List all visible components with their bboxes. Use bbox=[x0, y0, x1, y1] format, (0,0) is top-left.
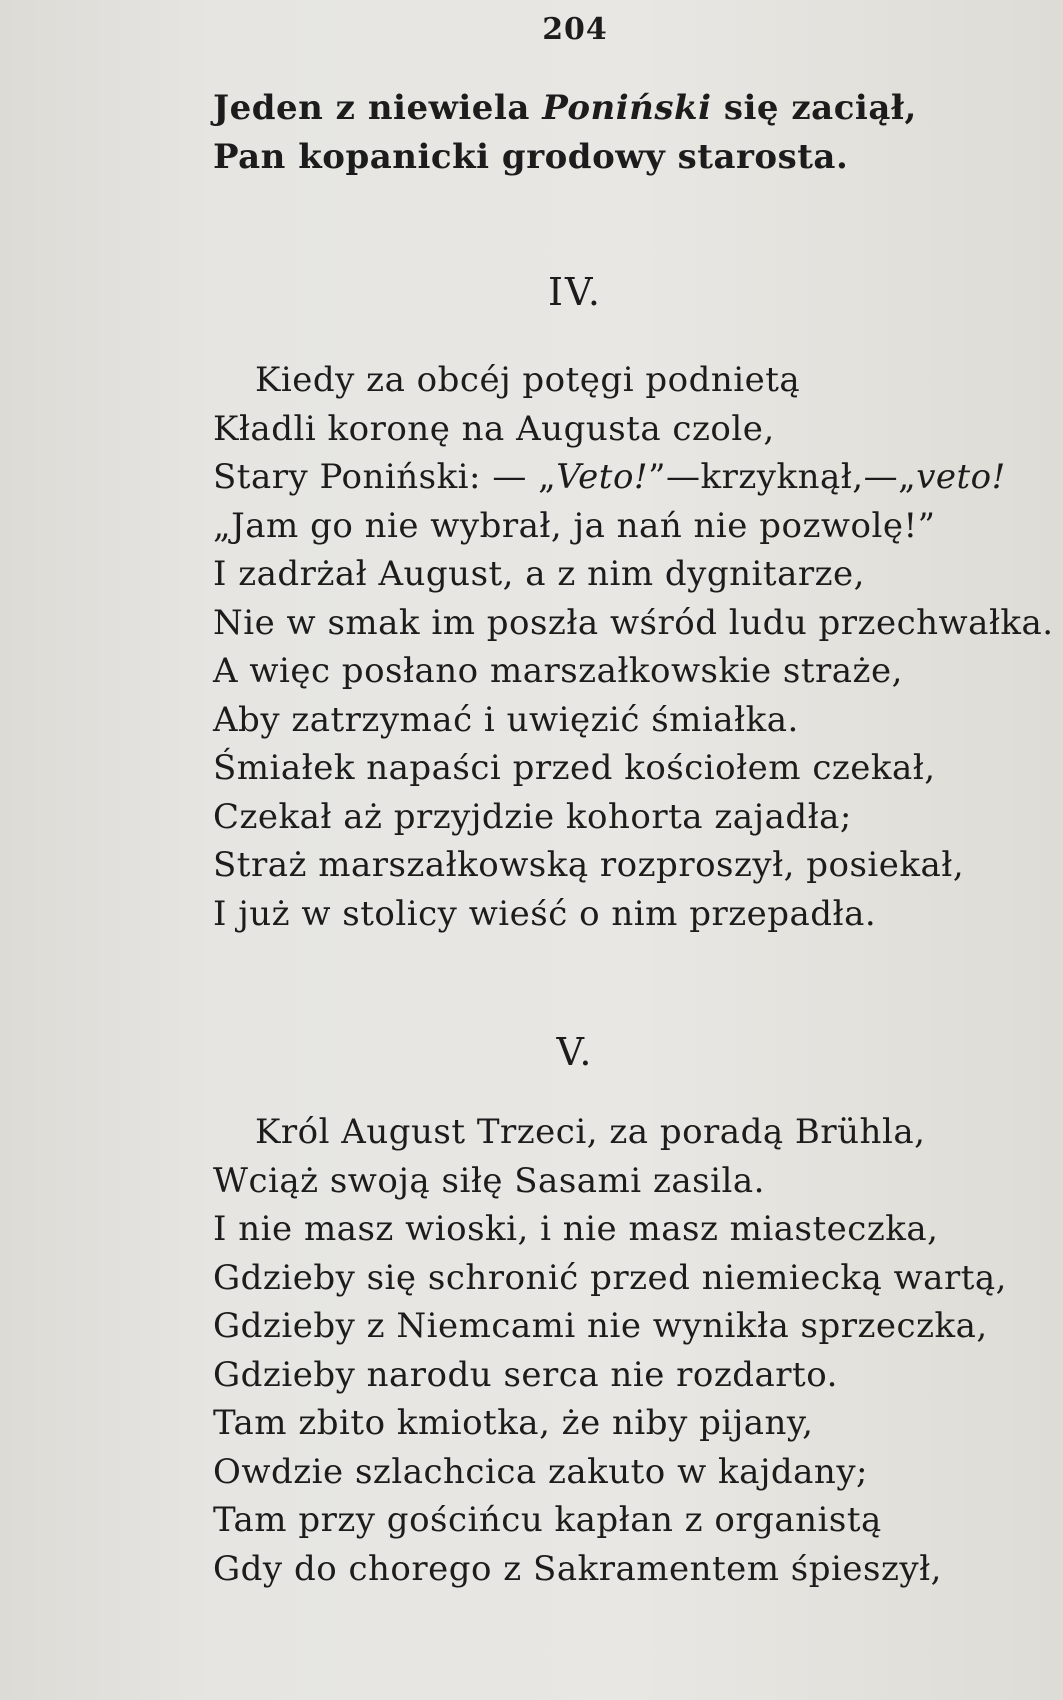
verse-line: Tam zbito kmiotka, że niby pijany, bbox=[213, 1403, 814, 1443]
verse-line: Straż marszałkowską rozproszył, posiekał, bbox=[213, 845, 965, 885]
verse-line: I nie masz wioski, i nie masz miasteczka, bbox=[213, 1209, 939, 1249]
verse-line: Nie w smak im poszła wśród ludu przechwałka. bbox=[213, 602, 1054, 643]
stanza-intro bbox=[213, 84, 917, 181]
verse-line: I już w stolicy wieść o nim przepadła. bbox=[213, 893, 877, 934]
verse-line: A więc posłano marszałkowskie straże, bbox=[213, 651, 903, 691]
verse-line: Aby zatrzymać i uwięzić śmiałka. bbox=[213, 699, 799, 740]
page-number: 204 bbox=[542, 12, 608, 47]
verse-line: Gdzieby z Niemcami nie wynikła sprzeczka, bbox=[213, 1306, 988, 1346]
verse-line: Pan kopanicki grodowy starosta. bbox=[213, 136, 849, 177]
verse-line: Wciąż swoją siłę Sasami zasila. bbox=[213, 1160, 765, 1201]
section-heading-v: V. bbox=[556, 1030, 594, 1074]
verse-line: Gdzieby narodu serca nie rozdarto. bbox=[213, 1354, 838, 1395]
verse-line: „Jam go nie wybrał, ja nań nie pozwolę!” bbox=[213, 505, 936, 546]
verse-line: Tam przy gościńcu kapłan z organistą bbox=[213, 1500, 882, 1540]
verse-line: Król August Trzeci, za poradą Brühla, bbox=[255, 1112, 926, 1152]
verse-line: Kiedy za obcéj potęgi podnietą bbox=[255, 360, 801, 400]
verse-line: Gdy do chorego z Sakramentem śpieszył, bbox=[213, 1548, 942, 1589]
stanza-v bbox=[213, 1108, 1007, 1593]
verse-line: Śmiałek napaści przed kościołem czekał, bbox=[213, 748, 936, 788]
verse-line: I zadrżał August, a z nim dygnitarze, bbox=[213, 554, 865, 594]
verse-line: Stary Poniński: — „Veto!”—krzyknął,—„veto! bbox=[213, 457, 1006, 497]
verse-line: Owdzie szlachcica zakuto w kajdany; bbox=[213, 1451, 868, 1492]
verse-line: Gdzieby się schronić przed niemiecką wartą, bbox=[213, 1257, 1007, 1298]
verse-line: Kładli koronę na Augusta czole, bbox=[213, 408, 775, 449]
verse-line: Czekał aż przyjdzie kohorta zajadła; bbox=[213, 796, 852, 837]
stanza-iv bbox=[213, 356, 1054, 938]
section-heading-iv: IV. bbox=[548, 270, 602, 314]
verse-line: Jeden z niewiela Poniński się zaciął, bbox=[213, 88, 917, 128]
